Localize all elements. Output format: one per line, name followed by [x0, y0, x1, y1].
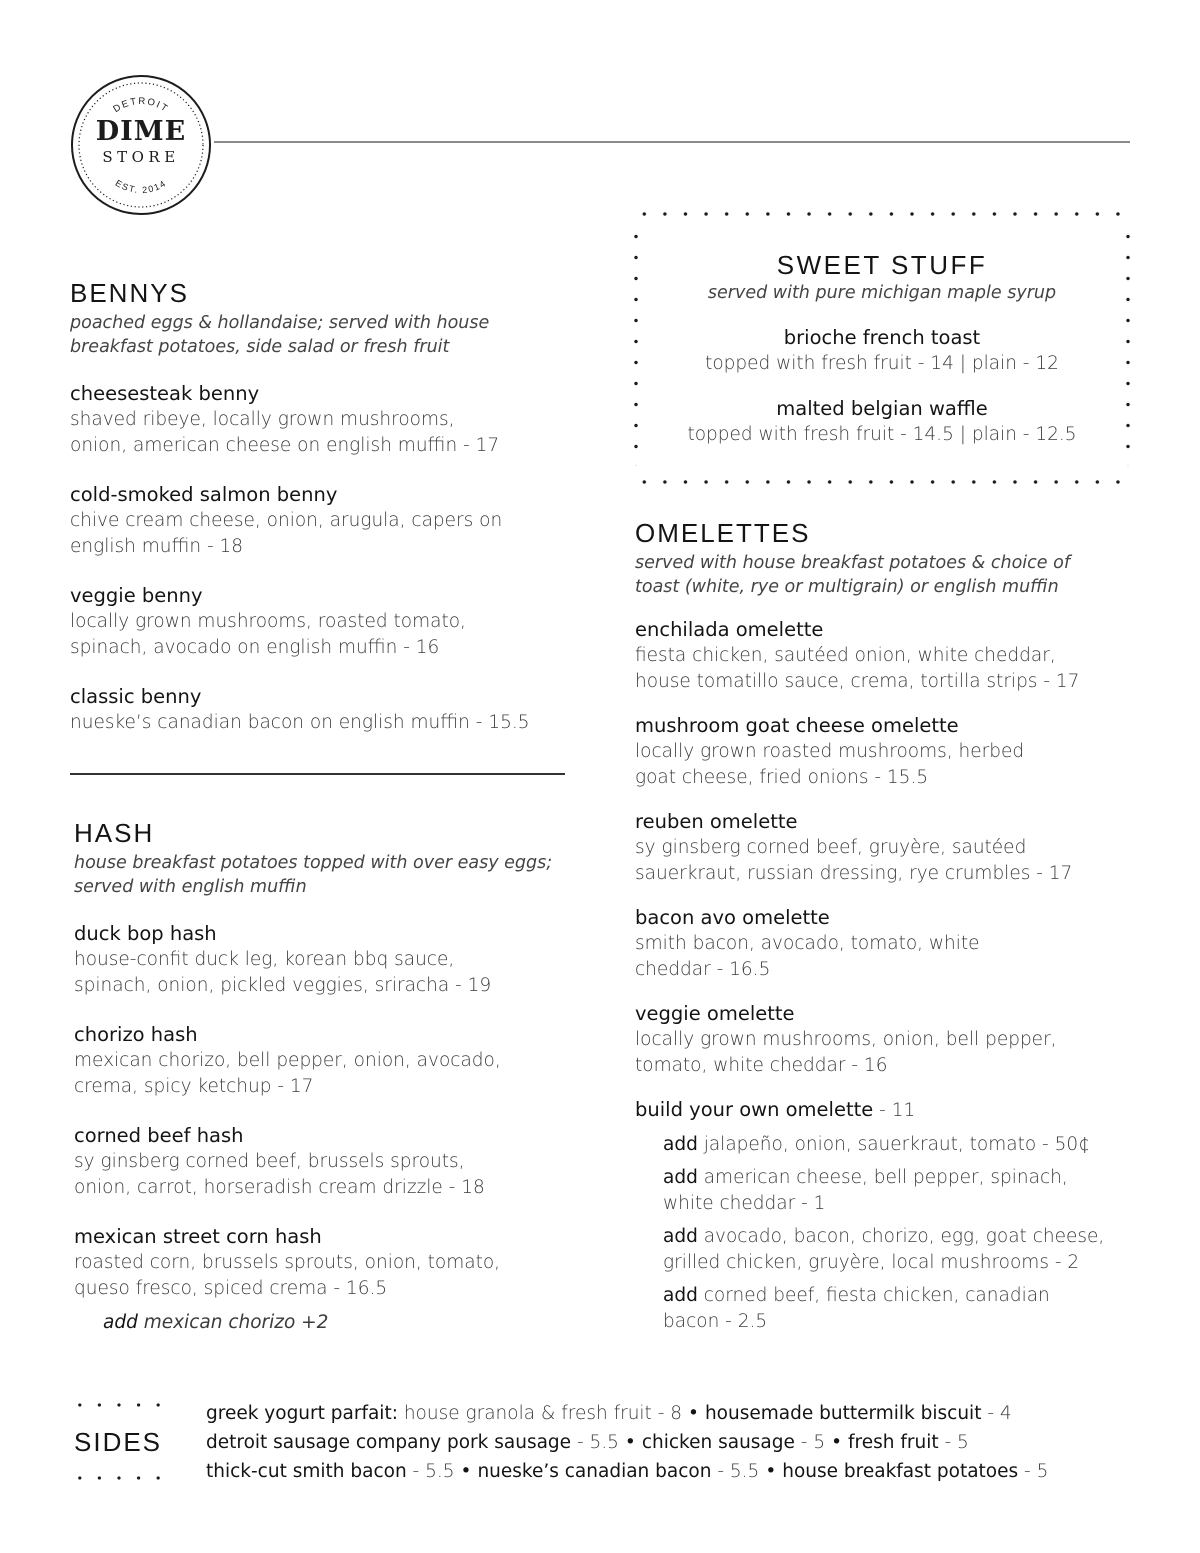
separator: •: [624, 1432, 636, 1453]
addon-text: jalapeño, onion, sauerkraut, tomato - 50¢: [697, 1134, 1090, 1155]
build-your-own-omelette: [635, 1097, 1145, 1335]
addon-text: avocado, bacon, chorizo, egg, goat cheese,: [697, 1226, 1105, 1247]
menu-item: [70, 482, 590, 560]
item-desc: crema, spicy ketchup - 17: [74, 1076, 314, 1097]
item-desc: onion, american cheese on english muffin - 17: [70, 435, 500, 456]
side-detail: - 4: [981, 1403, 1012, 1424]
side-detail: - 5: [938, 1432, 969, 1453]
side-name: detroit sausage company pork sausage: [206, 1432, 572, 1453]
item-desc: spinach, onion, pickled veggies, sriracha - 19: [74, 975, 492, 996]
menu-item: [635, 617, 1145, 695]
separator: •: [765, 1461, 777, 1482]
item-desc: sy ginsberg corned beef, brussels sprouts,: [74, 1151, 465, 1172]
item-desc: locally grown roasted mushrooms, herbed: [635, 741, 1025, 762]
side-detail: - 5.5: [711, 1461, 760, 1482]
separator: •: [831, 1432, 843, 1453]
menu-item: [635, 1001, 1145, 1079]
item-name: bacon avo omelette: [635, 906, 830, 929]
menu-item: [635, 905, 1145, 983]
menu-item: [70, 381, 590, 459]
item-name: cheesesteak benny: [70, 382, 260, 405]
side-name: greek yogurt parfait:: [206, 1403, 398, 1424]
section-divider: [70, 773, 565, 775]
item-name: veggie benny: [70, 584, 203, 607]
item-desc: fiesta chicken, sautéed onion, white cheddar,: [635, 645, 1056, 666]
item-desc: smith bacon, avocado, tomato, white: [635, 933, 980, 954]
sides-title: SIDES: [74, 1427, 163, 1457]
addon-line: [663, 1132, 1145, 1158]
item-desc: locally grown mushrooms, roasted tomato,: [70, 611, 466, 632]
menu-item: [634, 325, 1130, 377]
addon-line: [663, 1224, 1145, 1276]
omelettes-subtitle: toast (white, rye or multigrain) or english muffin: [635, 577, 1059, 597]
bennys-title: BENNYS: [70, 278, 189, 308]
item-name: duck bop hash: [74, 922, 217, 945]
item-name: enchilada omelette: [635, 618, 824, 641]
addon-text: grilled chicken, gruyère, local mushrooms - 2: [663, 1252, 1080, 1273]
item-desc: roasted corn, brussels sprouts, onion, tomato,: [74, 1252, 501, 1273]
logo-top-text: DETROIT: [111, 95, 171, 116]
addon-text: american cheese, bell pepper, spinach,: [697, 1167, 1068, 1188]
side-detail: - 5.5: [571, 1432, 619, 1453]
addon-line: [663, 1165, 1145, 1217]
item-desc: shaved ribeye, locally grown mushrooms,: [70, 409, 455, 430]
item-name: mexican street corn hash: [74, 1225, 322, 1248]
side-detail: - 5: [1018, 1461, 1049, 1482]
side-name: house breakfast potatoes: [782, 1461, 1019, 1482]
header-rule: [214, 141, 1130, 143]
add-word: add: [663, 1226, 698, 1247]
item-name: chorizo hash: [74, 1023, 198, 1046]
item-desc: tomato, white cheddar - 16: [635, 1055, 888, 1076]
add-word: add: [103, 1312, 138, 1333]
side-detail: - 5: [794, 1432, 826, 1453]
item-desc: onion, carrot, horseradish cream drizzle - 18: [74, 1177, 485, 1198]
item-desc: locally grown mushrooms, onion, bell pepper,: [635, 1029, 1057, 1050]
item-desc: chive cream cheese, onion, arugula, capers on: [70, 510, 503, 531]
menu-item: [70, 583, 590, 661]
side-detail: house granola & fresh fruit - 8: [397, 1403, 683, 1424]
item-desc: sy ginsberg corned beef, gruyère, sautéed: [635, 837, 1027, 858]
sweet-stuff-section: [634, 250, 1130, 448]
hash-title: HASH: [74, 818, 155, 848]
menu-item: [635, 713, 1145, 791]
item-name: veggie omelette: [635, 1002, 795, 1025]
omelettes-subtitle: served with house breakfast potatoes & choice of: [635, 553, 1070, 573]
item-desc: english muffin - 18: [70, 536, 244, 557]
sweet-subtitle: served with pure michigan maple syrup: [707, 283, 1057, 303]
add-word: add: [663, 1285, 698, 1306]
addon-text: bacon - 2.5: [663, 1311, 768, 1332]
bennys-subtitle: poached eggs & hollandaise; served with house breakfast potatoes, side salad or fresh fruit: [70, 313, 490, 357]
item-desc: mexican chorizo, bell pepper, onion, avocado,: [74, 1050, 501, 1071]
sides-line: [206, 1399, 1146, 1428]
side-detail: - 5.5: [406, 1461, 455, 1482]
sides-line: [206, 1428, 1146, 1457]
item-desc: sauerkraut, russian dressing, rye crumbles - 17: [635, 863, 1073, 884]
menu-item: [74, 921, 594, 999]
sides-dots-bottom: [70, 1476, 170, 1480]
addon-text: mexican chorizo +2: [137, 1312, 329, 1333]
item-desc: nueske’s canadian bacon on english muffin - 15.5: [70, 712, 530, 733]
side-name: nueske’s canadian bacon: [477, 1461, 712, 1482]
item-name: classic benny: [70, 685, 202, 708]
addon-text: white cheddar - 1: [663, 1193, 826, 1214]
item-desc: cheddar - 16.5: [635, 959, 771, 980]
item-desc: topped with fresh fruit - 14.5 | plain - 12.5: [687, 424, 1077, 445]
menu-item: [74, 1123, 594, 1201]
sides-list: [206, 1399, 1146, 1486]
svg-text:DETROIT: [111, 96, 170, 115]
menu-item: [74, 1022, 594, 1100]
addon-line: [663, 1283, 1145, 1335]
menu-item: [635, 809, 1145, 887]
dime-store-logo: [70, 74, 212, 216]
item-name: malted belgian waffle: [776, 397, 988, 420]
hash-section: [74, 818, 594, 1336]
omelettes-title: OMELETTES: [635, 518, 811, 548]
logo-line2: STORE: [102, 148, 180, 166]
svg-text:EST. 2014: [114, 178, 169, 195]
item-name: mushroom goat cheese omelette: [635, 714, 959, 737]
add-word: add: [663, 1167, 698, 1188]
menu-item: [74, 1224, 594, 1302]
bennys-section: [70, 278, 590, 736]
side-name: housemade buttermilk biscuit: [704, 1403, 982, 1424]
add-word: add: [663, 1134, 698, 1155]
item-desc: topped with fresh fruit - 14 | plain - 12: [705, 353, 1059, 374]
hash-subtitle: house breakfast potatoes topped with over easy eggs; served with english muffin: [74, 853, 553, 897]
separator: •: [460, 1461, 472, 1482]
side-name: thick-cut smith bacon: [206, 1461, 407, 1482]
omelettes-section: [635, 518, 1145, 1335]
hash-addon: [103, 1310, 594, 1336]
menu-item: [634, 396, 1130, 448]
menu-item: [70, 684, 590, 736]
item-name: corned beef hash: [74, 1124, 244, 1147]
item-price: - 11: [873, 1100, 916, 1121]
item-name: cold-smoked salmon benny: [70, 483, 338, 506]
logo-bottom-text: EST. 2014: [113, 177, 169, 196]
side-name: fresh fruit: [848, 1432, 939, 1453]
item-desc: spinach, avocado on english muffin - 16: [70, 637, 440, 658]
item-desc: house tomatillo sauce, crema, tortilla strips - 17: [635, 671, 1080, 692]
item-name: brioche french toast: [783, 326, 981, 349]
addon-text: corned beef, fiesta chicken, canadian: [697, 1285, 1050, 1306]
logo-line1: DIME: [95, 116, 187, 147]
side-name: chicken sausage: [641, 1432, 795, 1453]
item-name: build your own omelette: [635, 1098, 874, 1121]
sweet-title: SWEET STUFF: [776, 250, 988, 280]
sides-dots-top: [70, 1403, 170, 1407]
item-name: reuben omelette: [635, 810, 798, 833]
sides-line: [206, 1457, 1146, 1486]
item-desc: goat cheese, fried onions - 15.5: [635, 767, 929, 788]
item-desc: house-confit duck leg, korean bbq sauce,: [74, 949, 455, 970]
separator: •: [688, 1403, 699, 1424]
item-desc: queso fresco, spiced crema - 16.5: [74, 1278, 388, 1299]
